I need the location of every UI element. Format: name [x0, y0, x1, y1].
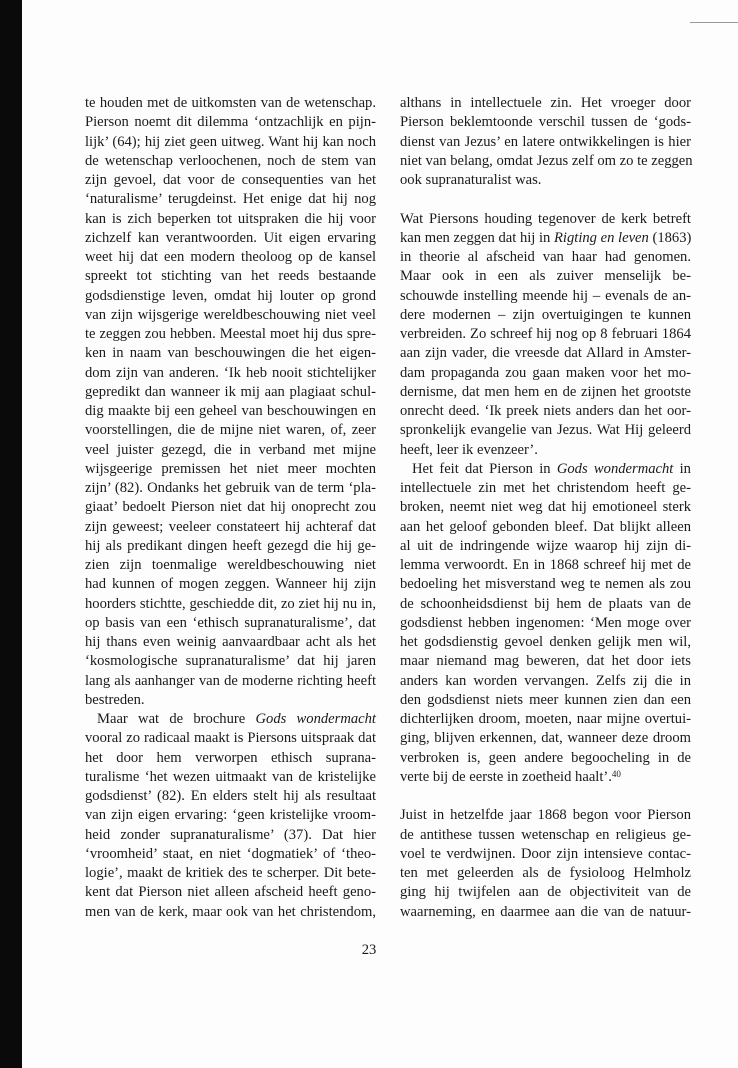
text-line: het door hem verworpen ethisch suprana- [85, 749, 376, 766]
text-segment: in [673, 460, 691, 477]
text-line: Pierson beklemtoonde verschil tussen de ‘gods- [400, 114, 691, 131]
text-line: de wetenschap verloochenen, noch de stem van [85, 152, 376, 169]
text-line: turalisme ‘het wezen uitmaakt van de kristelijke [85, 768, 376, 785]
text-segment: kan men zeggen dat hij in [400, 229, 554, 246]
text-line: aan zijn vader, die vreesde dat Allard in Amster- [400, 345, 691, 362]
text-line: Maar ook in een als zuiver menselijk be- [400, 268, 691, 285]
text-segment: Maar wat de brochure [97, 711, 256, 727]
text-line: ‘naturalisme’ terugdeinst. Het enige dat hij nog [85, 191, 376, 208]
text-line: ten met geleerden als de fysioloog Helmholz [400, 865, 691, 881]
text-line: zijn’ (82). Ondanks het gebruik van de term ‘pla- [85, 480, 376, 496]
right-column [400, 94, 691, 922]
text-line: kent dat Pierson niet alleen afscheid heeft geno- [85, 884, 376, 901]
paragraph-gap [400, 787, 691, 806]
text-line: weet hij dat een modern theoloog op de kansel [85, 249, 376, 265]
text-line: veel juister gezegd, die in verband met mijne [85, 441, 376, 458]
text-line: intellectuele zin met het christendom heeft ge- [400, 480, 691, 496]
text-line: de schoonheidsdienst bij hem de plaats van de [400, 595, 691, 612]
text-line: te houden met de uitkomsten van de wetenschap. [85, 95, 376, 111]
paragraph [400, 806, 691, 922]
text-line: in theorie al afscheid van haar had genomen. [400, 249, 691, 265]
text-line: te zeggen zou hebben. Meestal moet hij dus spre- [85, 326, 376, 342]
text-line: ging hij twijfelen aan de objectiviteit van de [400, 884, 691, 901]
paragraph [400, 94, 691, 190]
text-line: maar niemand mag beweren, dat het door iets [400, 653, 691, 670]
text-line: zijn gevoel, dat voor de consequenties van het [85, 172, 376, 188]
paragraph [400, 460, 691, 787]
text-segment: verte bij de eerste in zoetheid haalt’. [400, 768, 612, 785]
text-line: men van de kerk, maar ook van het christendom, [85, 903, 376, 920]
text-line: dam propaganda zou gaan maken voor het mo- [400, 364, 691, 381]
italic-title: Gods wondermacht [556, 460, 674, 477]
text-line: het godsdienstig gevoel denken gelijk men wil, [400, 634, 691, 650]
text-line: dichterlijken droom, moeten, naar mijne overtui- [400, 711, 691, 727]
text-line: ook supranaturalist was. [400, 172, 542, 188]
text-line: heeft, leer ik evenzeer’. [400, 441, 538, 458]
text-line: den godsdienst niets meer kunnen zien dan een [400, 691, 691, 708]
left-column [85, 94, 376, 922]
paragraph [85, 94, 376, 710]
text-line [400, 229, 691, 248]
paragraph [85, 710, 376, 922]
italic-title: Rigting en leven [554, 229, 649, 246]
text-line: ging, blijven erkennen, dat, wanneer deze droom [400, 730, 691, 747]
text-line: bedoeling het misverstand weg te nemen als zou [400, 576, 691, 593]
text-line: voel te verdwijnen. Door zijn intensieve contac- [400, 845, 691, 862]
text-segment: Het feit dat Pierson in [412, 460, 557, 477]
text-line: voorstellingen, die de mijne niet waren, of, zeer [85, 422, 376, 439]
text-line: kan is zich beperken tot uitspraken die hij voor [85, 210, 376, 227]
text-line: vooral zo radicaal maakt is Piersons uitspraak dat [85, 730, 376, 747]
text-line [85, 710, 376, 729]
text-line: van zijn eigen ervaring: ‘geen kristelijke vroom- [85, 807, 376, 824]
text-line: broken, neemt niet weg dat hij emotioneel sterk [400, 499, 691, 516]
text-line [400, 460, 691, 479]
text-line: verbroken is, geen andere begoocheling in de [400, 749, 691, 766]
text-line: gepredikt dan wanneer ik mij aan plagiaat schul- [85, 383, 376, 400]
text-line: zien zijn toenmalige wereldbeschouwing niet [85, 557, 376, 573]
text-line: dere modernen – zijn overtuigingen te kunnen [400, 306, 691, 323]
text-line: de antithese tussen wetenschap en religieus ge- [400, 826, 691, 843]
text-line: logie’, maakt de kritiek des te scherper. Dit bete- [85, 865, 376, 881]
header-rule [690, 22, 738, 23]
text-line: op basis van een ‘ethisch supranaturalisme’, dat [85, 614, 376, 631]
text-line: schouwde instelling meende hij – evenals de an- [400, 287, 691, 304]
scan-binding-edge [0, 0, 22, 1068]
text-line: onrecht deed. ‘Ik preek niets anders dan het oor- [400, 403, 691, 419]
text-line: van zijn wijsgerige wereldbeschouwing niet veel [85, 306, 376, 323]
footnote-ref: 40 [611, 768, 621, 779]
text-line: wijsgeerige premissen het niet meer mochten [85, 460, 376, 477]
text-line: Juist in hetzelfde jaar 1868 begon voor Pierson [400, 807, 691, 824]
text-line: hoorders stichtte, geschiedde dit, zo ziet hij nu in, [85, 595, 376, 612]
text-line: dienst van Jezus’ en latere ontwikkelingen is hier [400, 133, 691, 150]
text-line: had kunnen of mogen zeggen. Wanneer hij zijn [85, 576, 376, 593]
italic-title: Gods wondermacht [255, 711, 376, 727]
text-line: spreekt tot stichting van het reeds bestaande [85, 268, 376, 285]
text-line: Pierson noemt dit dilemma ‘ontzachlijk en pijn- [85, 114, 376, 131]
text-line: giaat’ bedoelt Pierson niet dat hij onoprecht zou [85, 499, 376, 516]
text-line: zijn geweest; veeleer constateert hij achteraf dat [85, 518, 376, 535]
text-line: anders kan worden vervangen. Zelfs zij die in [400, 672, 691, 689]
text-line: hij als predikant dingen heeft gezegd die hij ge- [85, 537, 376, 554]
text-line: verbreiden. Zo schreef hij nog op 8 februari 1864 [400, 326, 691, 342]
text-line: godsdienst’ (82). En elders stelt hij als resultaat [85, 788, 376, 804]
text-line: lemma verwoordt. En in 1868 schreef hij met de [400, 557, 691, 573]
text-line: spronkelijk evangelie van Jezus. Wat Hij geleerd [400, 422, 691, 439]
paragraph [400, 210, 691, 460]
text-line: heid zonder supranaturalisme’ (37). Dat hier [85, 826, 376, 843]
text-segment: (1863) [648, 229, 692, 246]
page-number: 23 [361, 942, 377, 958]
text-line: dig maakte bij een geheel van beschouwingen en [85, 403, 376, 419]
text-line: ‘kosmologische supranaturalisme’ dat hij jaren [85, 653, 376, 670]
text-line: dernisme, dat men hem en de zijnen het grootste [400, 383, 691, 400]
text-line: ‘vroomheid’ staat, en niet ‘dogmatiek’ of ‘theo- [85, 845, 376, 862]
text-line: althans in intellectuele zin. Het vroeger door [400, 95, 691, 111]
text-line: godsdienstige leven, omdat hij louter op grond [85, 287, 376, 304]
text-line: aan het geloof gebonden bleef. Dat blijkt alleen [400, 518, 691, 535]
text-line: lang als aanhanger van de moderne richting heeft [85, 672, 376, 689]
text-line: hij thans even weinig aanvaardbaar acht als het [85, 634, 376, 650]
text-line: al uit de indringende wijze waarop hij zijn di- [400, 537, 691, 554]
text-line: waarneming, en daarmee aan die van de natuur- [400, 903, 691, 920]
text-line: niet van belang, omdat Jezus zelf om zo te zeggen [400, 152, 693, 169]
text-line: bestreden. [85, 691, 145, 708]
text-line [400, 768, 691, 787]
text-line: ken in naam van beschouwingen die het eigen- [85, 345, 376, 362]
paragraph-gap [400, 190, 691, 209]
text-line: Wat Piersons houding tegenover de kerk betreft [400, 210, 691, 227]
text-line: lijk’ (64); hij ziet geen uitweg. Want hij kan noch [85, 133, 376, 150]
text-line: dom zijn van anderen. ‘Ik heb nooit stichtelijker [85, 364, 376, 381]
text-line: godsdienst hebben ingenomen: ‘Men moge over [400, 614, 691, 631]
text-line: zichzelf kan verantwoorden. Uit eigen ervaring [85, 229, 376, 246]
